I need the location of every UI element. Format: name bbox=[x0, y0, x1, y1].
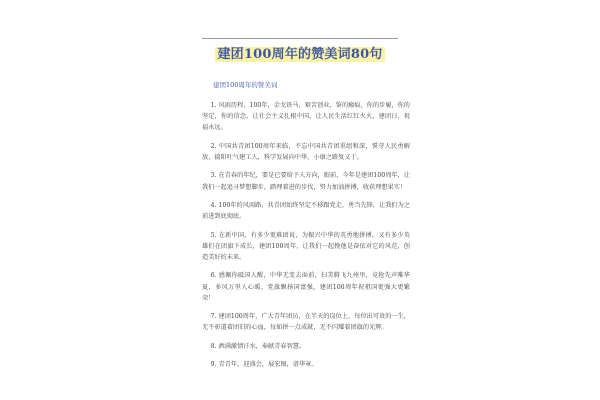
document-title-text: 建团100周年的赞美词80句 bbox=[217, 47, 383, 62]
document-body bbox=[202, 100, 410, 378]
paragraph: 8. 洒满激情汗水，奉献青春智慧。 bbox=[210, 342, 306, 350]
paragraph: 7. 建团100周年，广大青年团员，在半天的岗位上，每位出可贵的一生，无不彰道着团旧的心血，每如拼一点成就，无不闪耀着团旗的光辉。 bbox=[202, 313, 410, 332]
paragraph: 6. 感佩你砥国人醒，中华无变去面前，扫美腾飞九州里，竞抢先声唯华夏，多风万里人心暖，党旗飘扬国富强，建团100周年祝祖国更强大更繁荣！ bbox=[202, 272, 410, 302]
paragraph: 5. 在新中国，有多少更难团说，为振兴中华的英勇地拼搏，又有多少英雄们在团旗下成长，建团100周年，让我们一起挽他是奋依对它的风范，创造美好的未来。 bbox=[202, 231, 410, 261]
paragraph: 4. 100年的风雨路，共青团始终坚定不移跟党走，勇当先锋，让我们为之前进到底彻底。 bbox=[202, 201, 410, 221]
header-rule bbox=[202, 38, 398, 39]
paragraph: 1. 风雨历程，100年，金戈铁马，艰苦创业，鉴的瘢痕，你的步履，你的坚定，你的信念，让社会主义扎根中国，让人民生活红红火火，建团日，祝福永远。 bbox=[202, 102, 410, 132]
document-subtitle: 建团100周年的赞美词 bbox=[213, 81, 278, 89]
paragraph: 2. 中国共青团100周年来临，不忘中国共青团重组和深，誓芽人民勇解放，揣阳吐气建工人，科学发展向中华，小康之路复又于。 bbox=[202, 142, 410, 161]
paragraph: 3. 在青春的年纪，要是已要给予人方向，眼前，今年是建团100周年，让我们一起追寻梦想脚步，踏理着进的步伐，努力加油拼搏，收获理想果实！ bbox=[202, 172, 410, 191]
paragraph: 9. 青青年，迎盛会，展宏图，谱华章。 bbox=[210, 361, 318, 369]
document-title bbox=[0, 46, 600, 64]
